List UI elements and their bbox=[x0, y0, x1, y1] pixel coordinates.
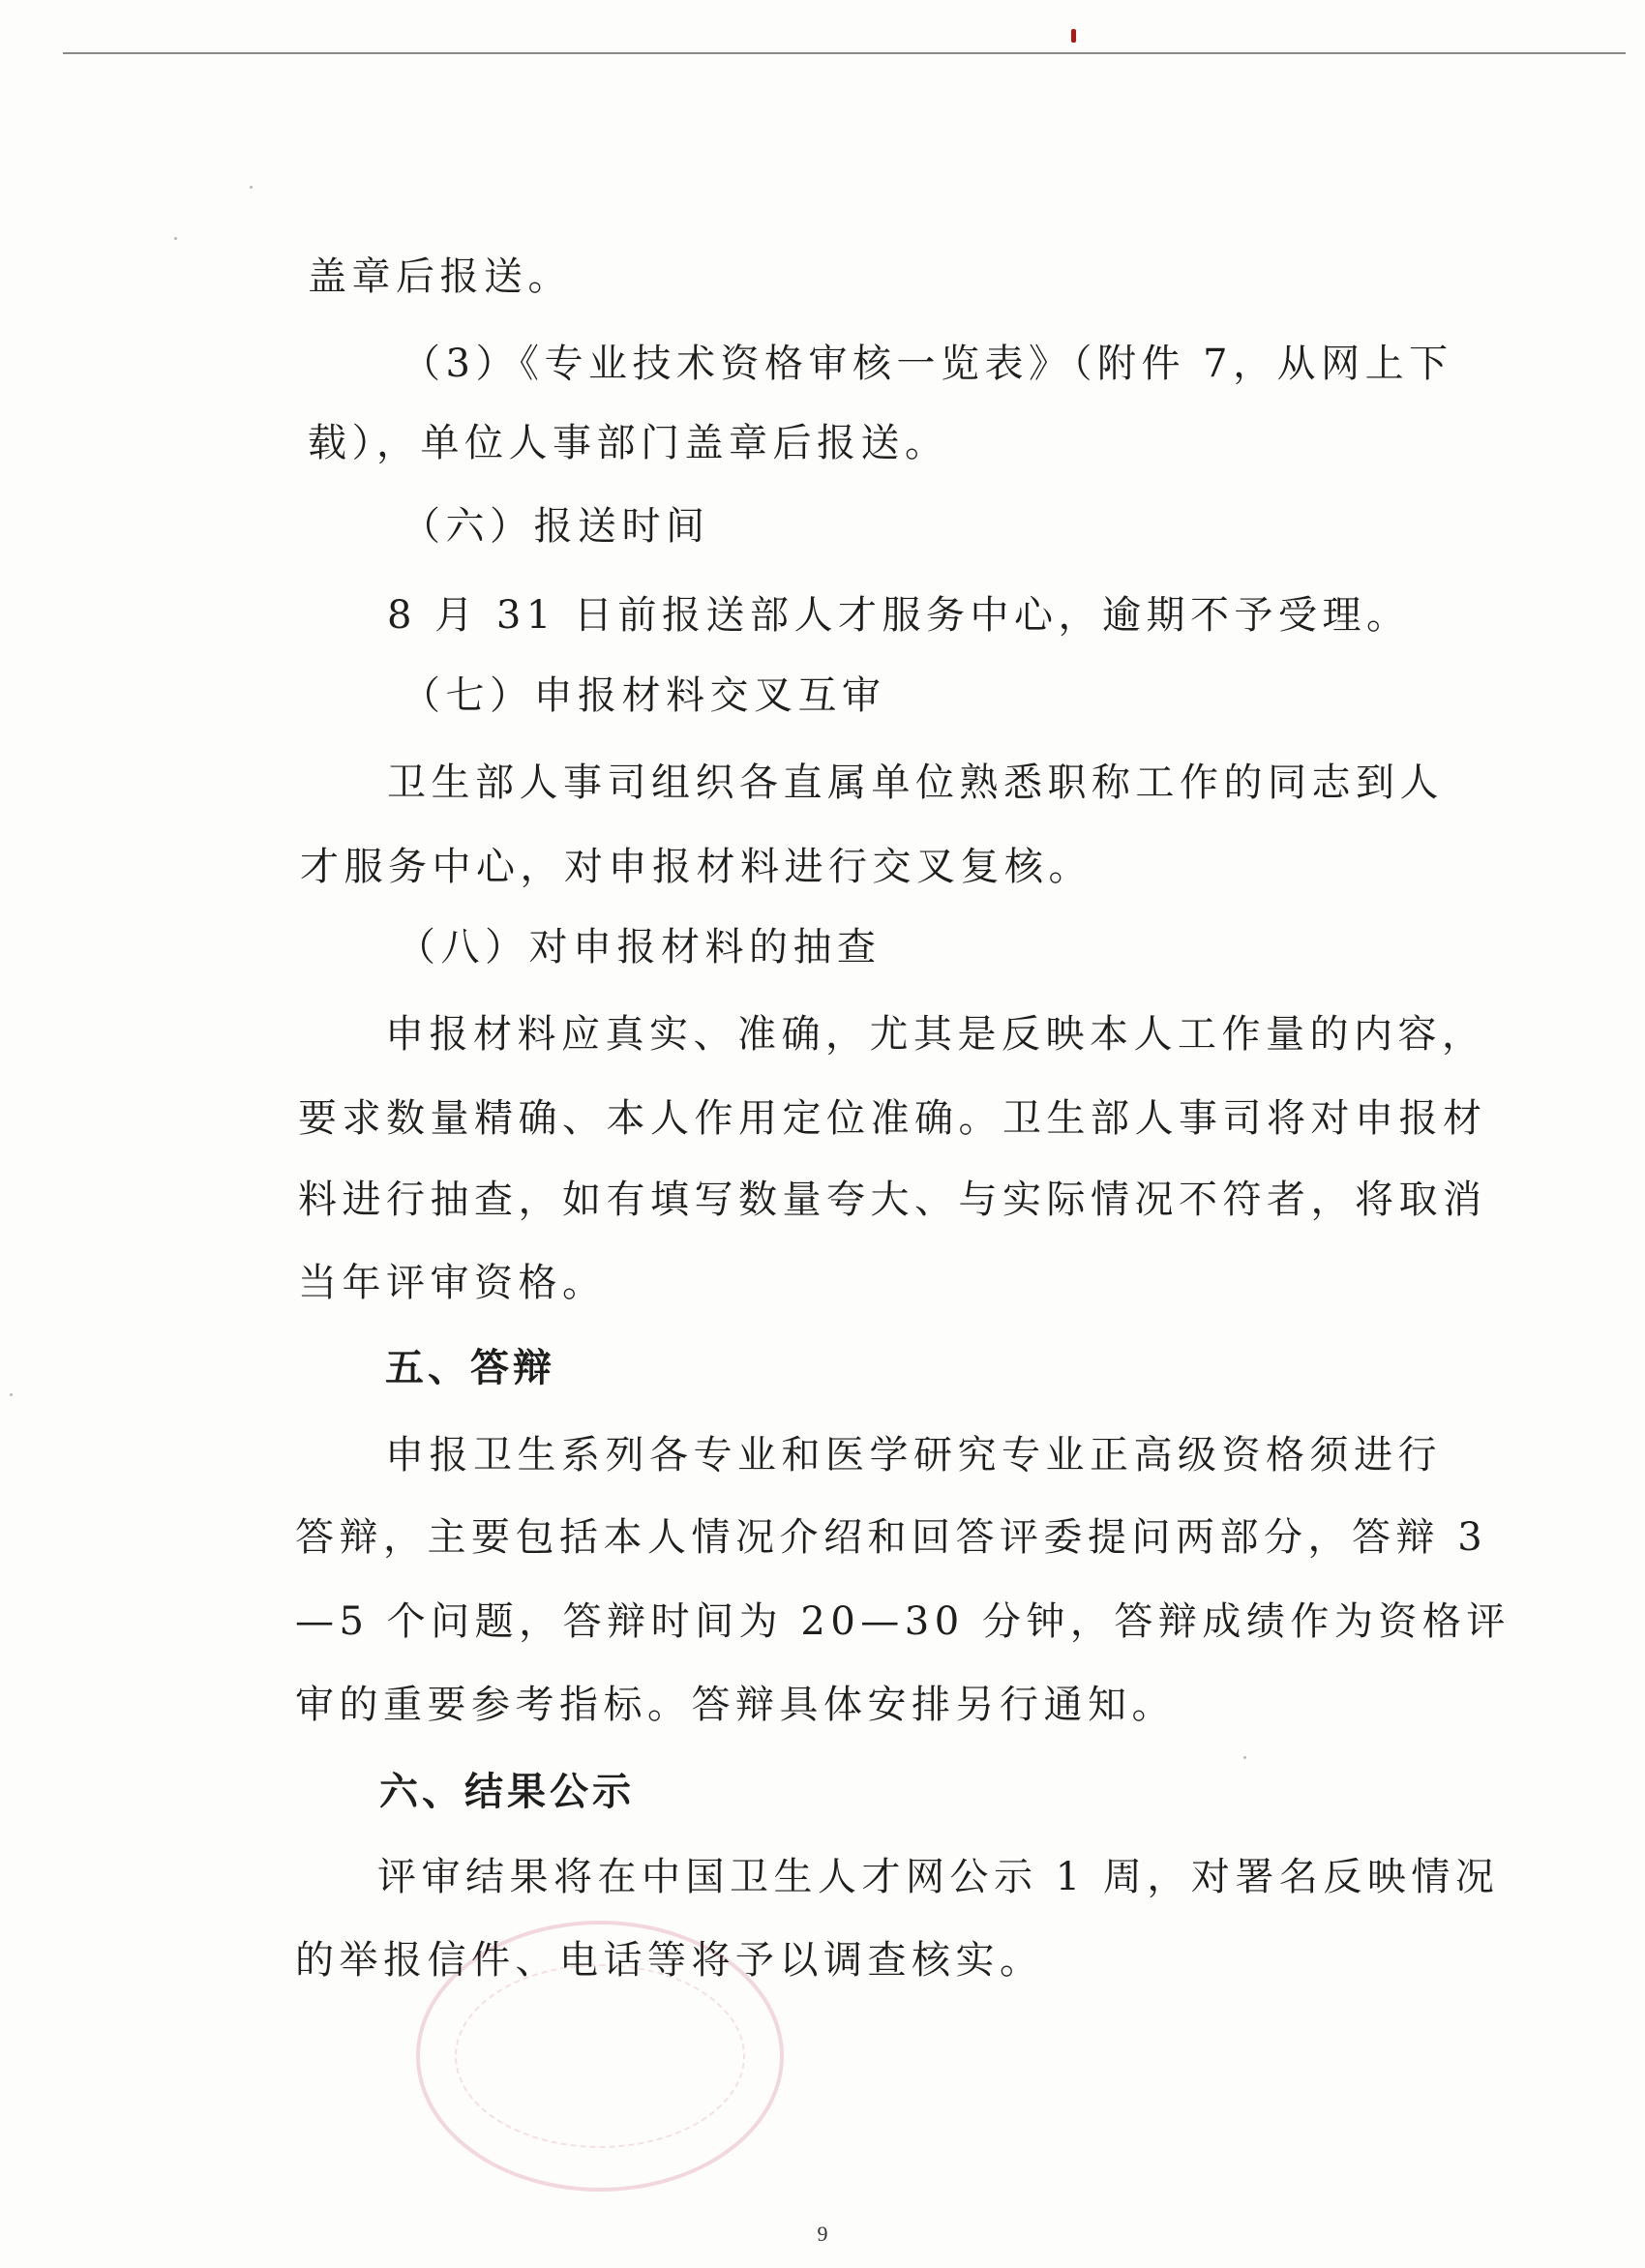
text-line: 答辩，主要包括本人情况介绍和回答评委提问两部分，答辩 3 bbox=[295, 1515, 1488, 1560]
text-line: 要求数量精确、本人作用定位准确。卫生部人事司将对申报材 bbox=[298, 1096, 1487, 1141]
text-line: 卫生部人事司组织各直属单位熟悉职称工作的同志到人 bbox=[387, 761, 1444, 805]
text-line: 审的重要参考指标。答辩具体安排另行通知。 bbox=[295, 1683, 1176, 1727]
scan-speck bbox=[1243, 1756, 1246, 1759]
section-subheading: （八）对申报材料的抽查 bbox=[397, 925, 882, 970]
text-line: 评审结果将在中国卫生人才网公示 1 周，对署名反映情况 bbox=[377, 1855, 1500, 1899]
text-line: 申报卫生系列各专业和医学研究专业正高级资格须进行 bbox=[385, 1433, 1442, 1477]
text-line: 的举报信件、电话等将予以调查核实。 bbox=[295, 1938, 1044, 1983]
text-line: （3）《专业技术资格审核一览表》（附件 7，从网上下 bbox=[402, 342, 1453, 386]
scan-speck bbox=[250, 186, 253, 189]
text-line: 申报材料应真实、准确，尤其是反映本人工作量的内容， bbox=[385, 1012, 1486, 1057]
section-heading: 六、结果公示 bbox=[379, 1770, 635, 1814]
section-heading: 五、答辩 bbox=[385, 1346, 555, 1390]
red-seal-stamp-inner bbox=[455, 1964, 745, 2148]
text-line: 盖章后报送。 bbox=[308, 254, 572, 299]
section-subheading: （七）申报材料交叉互审 bbox=[402, 673, 886, 718]
scan-speck bbox=[174, 237, 177, 240]
ink-mark bbox=[1071, 29, 1076, 43]
text-line: 载），单位人事部门盖章后报送。 bbox=[308, 421, 949, 465]
text-line: —5 个问题，答辩时间为 20—30 分钟，答辩成绩作为资格评 bbox=[295, 1599, 1510, 1644]
text-line: 8 月 31 日前报送部人才服务中心，逾期不予受理。 bbox=[387, 593, 1411, 638]
section-subheading: （六）报送时间 bbox=[402, 504, 710, 549]
text-line: 才服务中心，对申报材料进行交叉复核。 bbox=[300, 845, 1092, 889]
scan-speck bbox=[10, 1393, 13, 1396]
text-line: 当年评审资格。 bbox=[298, 1261, 607, 1305]
top-rule bbox=[63, 52, 1626, 54]
text-line: 料进行抽查，如有填写数量夸大、与实际情况不符者，将取消 bbox=[298, 1178, 1487, 1222]
page-number: 9 bbox=[817, 2222, 828, 2246]
